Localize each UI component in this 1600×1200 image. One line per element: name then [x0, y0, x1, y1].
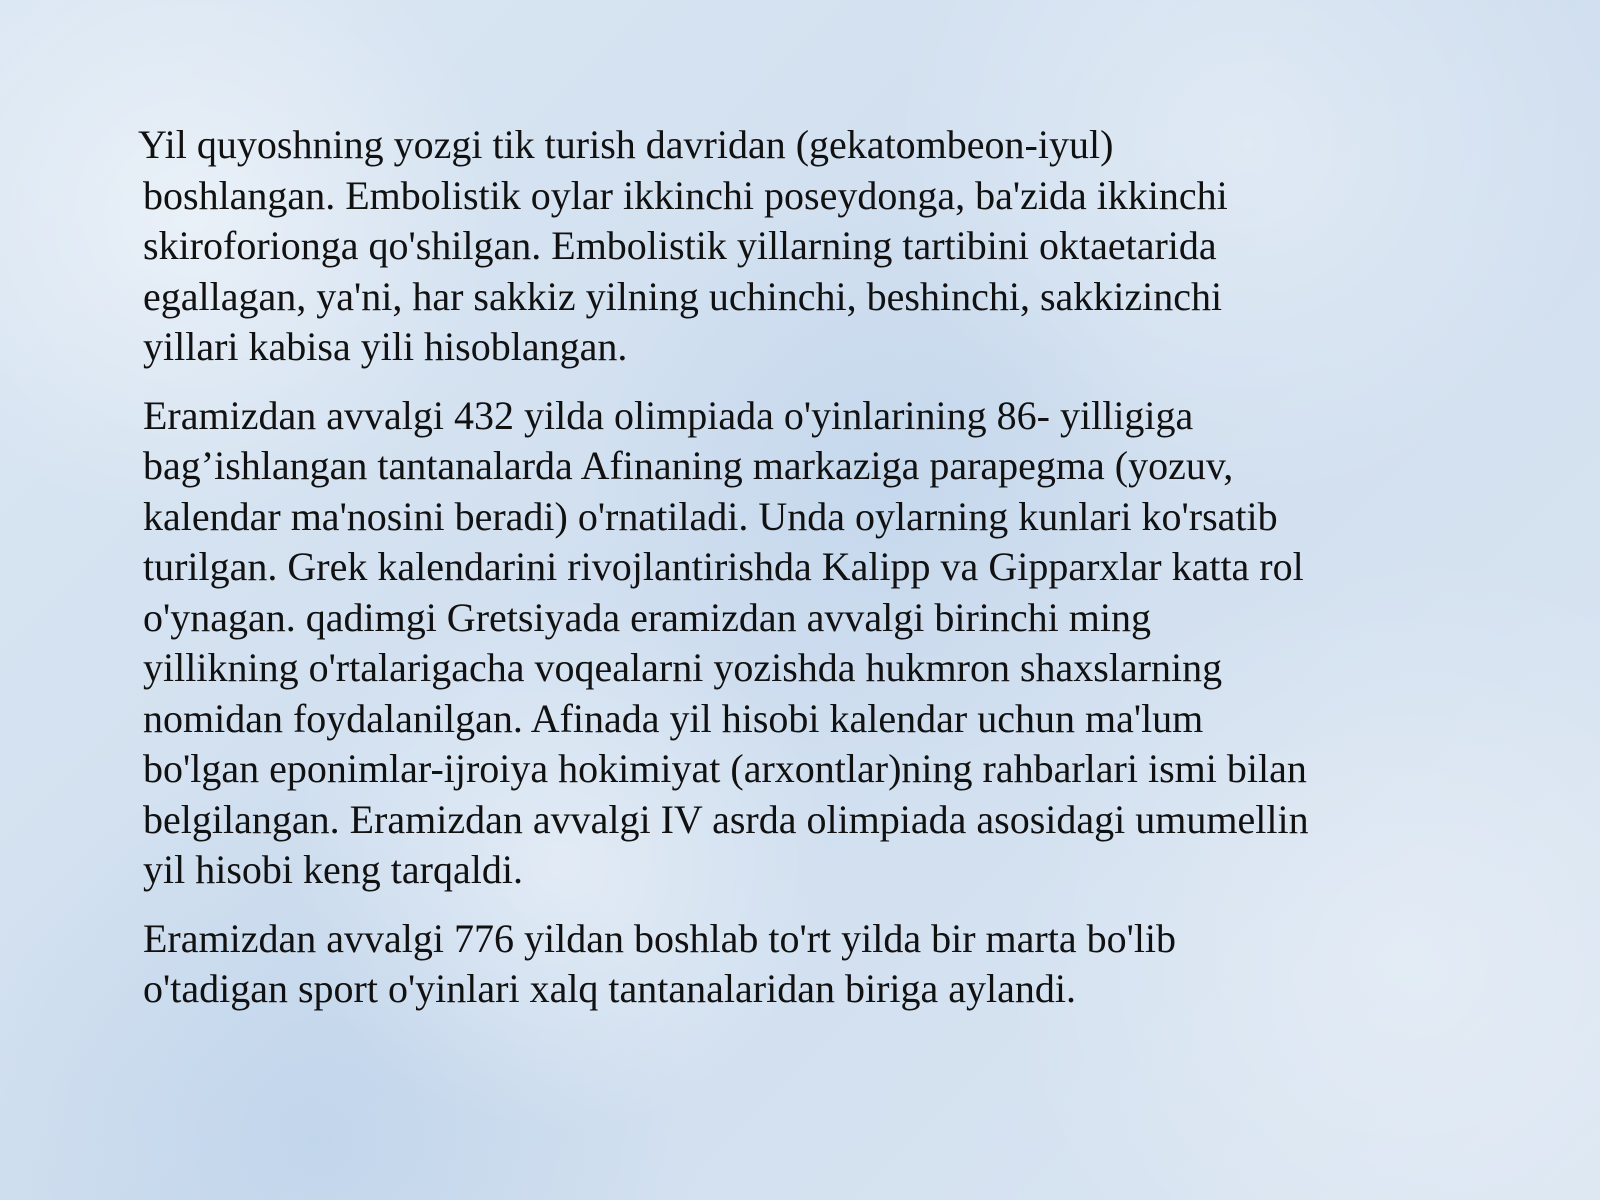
- paragraph-parapegma-history: Eramizdan avvalgi 432 yilda olimpiada o'yinlarining 86- yilligiga bag’ishlangan tantanalarda Afinaning markaziga parapegma (yozuv, kalendar ma'nosini beradi) o'rnatiladi. Unda oylarning kunlari ko'rsatib turilgan. Grek kalendarini rivojlantirishda Kalipp va Gipparxlar katta rol o'ynagan. qadimgi Gretsiyada eramizdan avvalgi birinchi ming yillikning o'rtalarigacha voqealarni yozishda hukmron shaxslarning nomidan foydalanilgan. Afinada yil hisobi kalendar uchun ma'lum bo'lgan eponimlar-ijroiya hokimiyat (arxontlar)ning rahbarlari ismi bilan belgilangan. Eramizdan avvalgi IV asrda olimpiada asosidagi umumellin yil hisobi keng tarqaldi.: [143, 392, 1309, 892]
- paragraph-calendar-year-start: Yil quyoshning yozgi tik turish davridan (gekatombeon-iyul) boshlangan. Embolistik oylar ikkinchi poseydonga, ba'zida ikkinchi skiroforionga qo'shilgan. Embolistik yillarning tartibini oktaetarida egallagan, ya'ni, har sakkiz yilning uchinchi, beshinchi, sakkizinchi yillari kabisa yili hisoblangan.: [138, 122, 1228, 369]
- paragraph-olympic-games: Eramizdan avvalgi 776 yildan boshlab to'rt yilda bir marta bo'lib o'tadigan sport o'yinlari xalq tantanalaridan biriga aylandi.: [143, 915, 1177, 1011]
- slide-text-block: [138, 120, 1513, 1033]
